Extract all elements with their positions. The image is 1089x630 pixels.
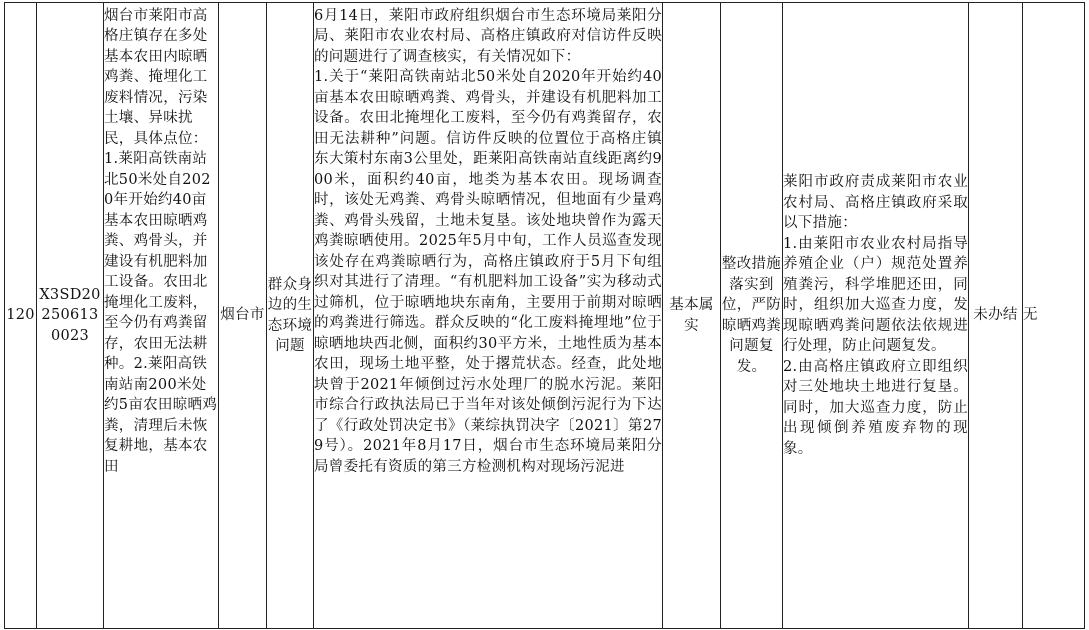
case-code: X3SD202506130023 [39,286,101,344]
verdict-cell [663,3,721,629]
table-row [5,3,1085,629]
measures-paragraph: 2.由高格庄镇政府立即组织对三处地块土地进行复垦。同时，加大巡查力度，防止出现倾倒养殖废弃物的现象。 [783,358,968,457]
verdict: 基本属实 [669,297,714,334]
rectification-cell [721,3,783,629]
complaint-description: 烟台市莱阳市高格庄镇存在多处基本农田内晾晒鸡粪、掩埋化工废料情况，污染土壤、异味扰民，具体点位：1.莱阳高铁南站北50米处自2020年开始约40亩基本农田晾晒鸡粪、鸡骨头，并建设有机肥料加工设备。农田北掩埋化工废料，至今仍有鸡粪留存，农田无法耕种。2.莱阳高铁南站南200米处约5亩农田晾晒鸡粪，清理后未恢复耕地，基本农田 [104,7,218,475]
case-code-cell [37,3,104,629]
issue-type: 群众身边的生态环境问题 [267,276,313,354]
note-cell [1023,3,1085,629]
city: 烟台市 [220,307,265,324]
investigation-cell [314,3,663,629]
city-cell [219,3,267,629]
complaint-description-cell [104,3,219,629]
note: 无 [1023,307,1038,324]
investigation-paragraph: 1.关于“莱阳高铁南站北50米处自2020年开始约40亩基本农田晾晒鸡粪、鸡骨头，并建设有机肥料加工设备。农田北掩埋化工废料，至今仍有鸡粪留存，农田无法耕种”问题。信访件反映的位置位于高格庄镇东大策村东南3公里处，距莱阳高铁南站直线距离约900米，面积约40亩，地类为基本农田。现场调查时，该处无鸡粪、鸡骨头晾晒情况，但地面有少量鸡粪、鸡骨头残留，土地未复垦。该处地块曾作为露天鸡粪晾晒使用。2025年5月中旬，工作人员巡查发现该处存在鸡粪晾晒行为，高格庄镇政府于5月下旬组织对其进行了清理。“有机肥料加工设备”实为移动式过筛机，位于晾晒地块东南角，主要用于前期对晾晒的鸡粪进行筛选。群众反映的“化工废料掩埋地”位于晾晒地块西北侧，面积约30平方米，土地性质为基本农田，现场土地平整，处于撂荒状态。经查，此处地块曾于2021年倾倒过污水处理厂的脱水污泥。莱阳市综合行政执法局已于当年对该处倾倒污泥行为下达了《行政处罚决定书》（莱综执罚决字〔2021〕第279号）。2021年8月17日，烟台市生态环境局莱阳分局曾委托有资质的第三方检测机构对现场污泥进 [314,69,662,475]
status-cell [969,3,1023,629]
status: 未办结 [973,307,1018,324]
measures-cell [783,3,969,629]
investigation-paragraph: 6月14日，莱阳市政府组织烟台市生态环境局莱阳分局、莱阳市农业农村局、高格庄镇政府对信访件反映的问题进行了调查核实，有关情况如下： [314,7,662,65]
measures-paragraph: 莱阳市政府责成莱阳市农业农村局、高格庄镇政府采取以下措施： [783,174,968,231]
complaint-table [4,2,1085,629]
row-number-cell [5,3,37,629]
row-number: 120 [6,307,35,324]
measures-paragraph: 1.由莱阳市农业农村局指导养殖企业（户）规范处置养殖粪污，科学堆肥还田，同时，组织加大巡查力度，发现晾晒鸡粪问题依法依规进行处理，防止问题复发。 [783,235,968,354]
investigation-text [314,6,662,626]
rectification-goal: 整改措施落实到位，严防晾晒鸡粪问题复发。 [721,256,782,375]
issue-type-cell [267,3,314,629]
